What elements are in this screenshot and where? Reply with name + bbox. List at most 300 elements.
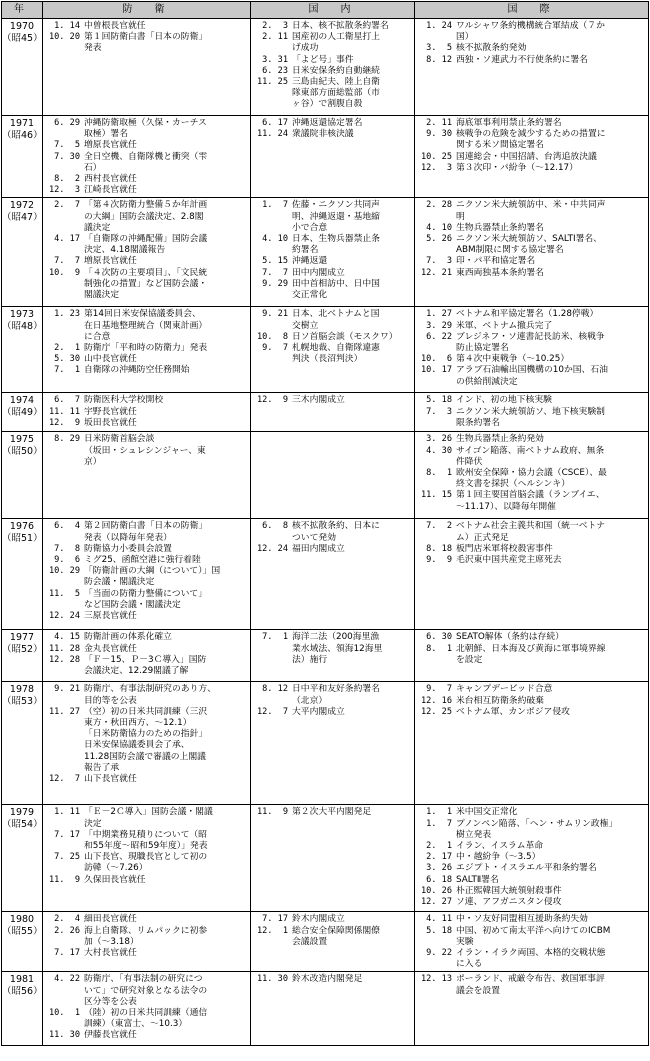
event-date: 4. 17 xyxy=(54,234,80,245)
event-date: 10. 1 xyxy=(48,1008,80,1019)
international-cell xyxy=(415,393,649,432)
event-text: ベトナム軍、カンボジア侵攻 xyxy=(456,706,570,717)
event-date: 10. 8 xyxy=(256,331,288,342)
event-text: 防衛協力小委員会設置 xyxy=(84,543,172,554)
event-date: 1. 7 xyxy=(262,200,288,211)
event-date: 12. 7 xyxy=(48,774,80,785)
event-entry xyxy=(251,974,412,985)
event-entry xyxy=(43,174,248,185)
event-entry xyxy=(43,1030,248,1041)
event-date: 12. 21 xyxy=(420,267,452,278)
event-date: 1. 11 xyxy=(54,807,80,818)
event-entry xyxy=(415,852,646,863)
year-cell xyxy=(2,432,43,519)
event-date: 7. 17 xyxy=(54,829,80,840)
event-date: 2. 28 xyxy=(426,200,452,211)
event-text: 防衛医科大学校開校 xyxy=(84,395,164,406)
event-text: 札幌地裁、自衛隊違憲 判決（長沼判決） xyxy=(292,343,380,365)
event-text: 第３次印・パ紛争（～12.17） xyxy=(456,162,578,173)
event-date: 2. 26 xyxy=(54,925,80,936)
event-text: ワルシャワ条約機構統合軍結成（７か 国） xyxy=(456,21,605,43)
event-entry xyxy=(43,434,248,468)
event-entry xyxy=(251,55,412,66)
event-entry xyxy=(43,774,248,785)
event-entry xyxy=(43,655,248,677)
event-entry xyxy=(43,555,248,566)
era-label: （昭47） xyxy=(2,212,43,224)
event-entry xyxy=(251,521,412,543)
event-date: 2. 7 xyxy=(54,200,80,211)
event-date: 6. 29 xyxy=(54,118,80,128)
year-cell xyxy=(2,307,43,393)
event-text: 増原長官就任 xyxy=(84,256,137,267)
event-text: 鈴木改造内閣発足 xyxy=(292,974,363,985)
defense-cell xyxy=(43,912,251,972)
event-entry xyxy=(415,632,646,643)
event-entry xyxy=(251,807,412,818)
year-cell xyxy=(2,682,43,805)
event-text: 日ソ首脳会談（モスクワ） xyxy=(292,331,398,342)
event-date: 4. 22 xyxy=(54,974,80,985)
event-entry xyxy=(415,43,646,54)
event-entry xyxy=(251,77,412,111)
event-text: 第４次中東戦争（～10.25） xyxy=(456,354,570,365)
event-text: 「４次防の主要項目」、「文民統 制強化の措置」など国防会議・ 閣議決定 xyxy=(84,267,208,301)
event-date: 4. 30 xyxy=(426,445,452,456)
event-entry xyxy=(415,841,646,852)
event-text: 海洋二法（200海里漁 業水域法、領海12海里 法）施行 xyxy=(292,632,383,665)
event-entry xyxy=(251,332,412,343)
event-entry xyxy=(415,521,646,543)
event-entry xyxy=(251,118,412,129)
year-row xyxy=(2,432,649,519)
event-entry xyxy=(43,852,248,874)
event-entry xyxy=(43,807,248,829)
event-entry xyxy=(415,544,646,555)
era-label: （昭46） xyxy=(2,130,43,141)
event-entry xyxy=(43,830,248,852)
event-entry xyxy=(415,490,646,512)
defense-cell xyxy=(43,307,251,393)
year-row xyxy=(2,198,649,307)
event-date: 4. 10 xyxy=(426,222,452,233)
event-text: 三原長官就任 xyxy=(84,611,137,622)
event-text: ニクソン米大統領訪ソ、地下核実験制 限条約署名 xyxy=(456,406,605,428)
event-date: 1. 24 xyxy=(426,21,452,31)
event-date: 6. 18 xyxy=(426,874,452,885)
era-label: （昭50） xyxy=(2,446,43,458)
event-entry xyxy=(43,152,248,174)
event-date: 7. 3 xyxy=(426,256,452,267)
event-entry xyxy=(251,914,412,925)
event-date: 2. 4 xyxy=(54,914,80,925)
event-entry xyxy=(43,365,248,376)
event-date: 7. 7 xyxy=(54,256,80,267)
event-date: 3. 26 xyxy=(426,863,452,874)
defense-cell xyxy=(43,682,251,805)
event-entry xyxy=(415,200,646,222)
event-text: 中曽根長官就任 xyxy=(84,21,146,31)
event-text: 「当面の防衛力整備について」 など国防会議・閣議決定 xyxy=(84,588,207,610)
year-cell xyxy=(2,912,43,972)
event-date: 11. 28 xyxy=(48,643,80,654)
domestic-cell xyxy=(251,519,415,630)
event-date: 9. 22 xyxy=(426,948,452,959)
event-text: 沖縄返還協定署名 xyxy=(292,118,363,128)
event-date: 12. 16 xyxy=(420,695,452,706)
header-international: 国 際 xyxy=(415,2,649,19)
event-date: 11. 25 xyxy=(256,77,288,88)
event-entry xyxy=(251,395,412,406)
defense-cell xyxy=(43,116,251,198)
event-date: 3. 31 xyxy=(262,54,288,65)
event-date: 6. 30 xyxy=(426,632,452,643)
event-date: 7. 17 xyxy=(262,914,288,925)
defense-cell xyxy=(43,19,251,116)
event-text: ブレジネフ・ソ連書記長訪米、核戦争 防止協定署名 xyxy=(456,331,605,354)
event-text: 毛沢東中国共産党主席死去 xyxy=(456,555,562,566)
event-date: 11. 27 xyxy=(48,706,80,717)
event-date: 5. 18 xyxy=(426,395,452,406)
event-text: 海底軍事利用禁止条約署名 xyxy=(456,118,562,128)
event-text: （空）初の日米共同訓練（三沢 東方・秋田西方、～12.1） 「日米防衛協力のための指針」 日米安保協議委員会了承、 11.28国防会議で審議の上閣議 報告了承 xyxy=(84,706,208,773)
event-entry xyxy=(415,914,646,925)
event-date: 7. 1 xyxy=(54,365,80,376)
event-entry xyxy=(43,185,248,196)
year-label: 1976 xyxy=(9,521,35,533)
event-entry xyxy=(415,434,646,445)
event-text: 「第４次防衛力整備５か年計画 の大綱」国防会議決定、2.8閣 議決定 xyxy=(84,200,208,233)
era-label: （昭52） xyxy=(2,644,43,656)
year-row xyxy=(2,393,649,432)
event-text: 朴正熙韓国大統領射殺事件 xyxy=(456,885,562,896)
year-label: 1980 xyxy=(9,914,35,926)
event-text: 第２回防衛白書「日本の防衛」 発表（以降毎年発表） xyxy=(84,521,208,543)
era-label: （昭53） xyxy=(2,696,43,708)
year-cell xyxy=(2,116,43,198)
event-date: 9. 30 xyxy=(426,129,452,140)
event-date: 2. 11 xyxy=(426,118,452,128)
era-label: （昭54） xyxy=(2,819,43,831)
event-entry xyxy=(43,544,248,555)
event-entry xyxy=(43,395,248,406)
event-date: 12. 28 xyxy=(48,654,80,665)
event-entry xyxy=(415,268,646,279)
event-date: 7. 30 xyxy=(54,151,80,162)
event-date: 4. 15 xyxy=(54,632,80,643)
event-text: 中・越紛争（～3.5） xyxy=(456,852,541,863)
event-entry xyxy=(415,129,646,151)
event-entry xyxy=(251,632,412,666)
event-text: 中・ソ友好同盟相互援助条約失効 xyxy=(456,914,588,925)
event-date: 7. 2 xyxy=(426,521,452,532)
event-date: 7. 8 xyxy=(54,543,80,554)
event-text: ポーランド、戒厳令布告、救国軍事評 議会を設置 xyxy=(456,974,605,996)
year-label: 1972 xyxy=(9,200,35,212)
event-entry xyxy=(415,21,646,43)
event-date: 5. 15 xyxy=(262,256,288,267)
event-date: 6. 4 xyxy=(54,521,80,532)
event-entry xyxy=(415,696,646,707)
event-entry xyxy=(415,446,646,468)
event-text: 「中期業務見積りについて（昭 和55年度～昭和59年度）」発表 xyxy=(84,829,208,852)
event-date: 9. 29 xyxy=(262,278,288,289)
event-text: 日中平和友好条約署名 （北京） xyxy=(292,684,380,706)
event-text: インド、初の地下核実験 xyxy=(456,395,552,406)
event-entry xyxy=(415,407,646,429)
event-text: アラブ石油輸出国機構の10か国、石油 の供給削減決定 xyxy=(456,365,608,387)
event-date: 6. 8 xyxy=(262,521,288,532)
year-label: 1979 xyxy=(9,807,35,819)
event-text: 大村長官就任 xyxy=(84,948,137,959)
event-date: 9. 7 xyxy=(262,343,288,354)
defense-cell xyxy=(43,393,251,432)
era-label: （昭49） xyxy=(2,407,43,419)
year-row xyxy=(2,307,649,393)
event-text: 西独・ソ連武力不行使条約に署名 xyxy=(456,54,588,65)
event-entry xyxy=(251,279,412,301)
event-text: 核不拡散条約、日本に ついて発効 xyxy=(292,521,380,543)
event-text: 宇野長官就任 xyxy=(84,406,137,417)
event-entry xyxy=(43,589,248,611)
domestic-cell xyxy=(251,307,415,393)
defense-cell xyxy=(43,630,251,682)
event-entry xyxy=(415,321,646,332)
event-entry xyxy=(251,309,412,331)
event-entry xyxy=(415,354,646,365)
event-entry xyxy=(415,897,646,908)
event-date: 2. 17 xyxy=(426,852,452,863)
event-date: 9. 7 xyxy=(426,684,452,695)
event-date: 2. 3 xyxy=(262,21,288,31)
event-text: 佐藤・ニクソン共同声 明、沖縄返還・基地縮 小で合意 xyxy=(292,200,380,233)
event-entry xyxy=(43,407,248,418)
event-entry xyxy=(43,234,248,256)
domestic-cell xyxy=(251,972,415,1046)
year-cell xyxy=(2,519,43,630)
event-entry xyxy=(43,21,248,32)
event-text: 田中内閣成立 xyxy=(292,267,345,278)
event-date: 1. 23 xyxy=(54,309,80,320)
event-text: 「自衛隊の沖縄配備」国防会議 決定、4.18閣議報告 xyxy=(84,234,208,256)
chronology-table xyxy=(1,1,649,1046)
event-date: 11. 11 xyxy=(48,406,80,417)
header-row xyxy=(2,2,649,19)
event-entry xyxy=(43,521,248,543)
event-text: 板門店米軍将校殺害事件 xyxy=(456,543,553,554)
year-cell xyxy=(2,972,43,1046)
event-text: 山中長官就任 xyxy=(84,354,137,365)
international-cell xyxy=(415,432,649,519)
era-label: （昭45） xyxy=(2,33,43,44)
event-entry xyxy=(251,343,412,365)
year-row xyxy=(2,519,649,630)
event-text: 第14回日米安保協議委員会、 在日基地整理統合（関東計画） に合意 xyxy=(84,309,208,342)
year-label: 1970 xyxy=(9,21,35,32)
event-text: 国産初の人工衛星打上 げ成功 xyxy=(292,32,380,54)
event-date: 12. 9 xyxy=(256,395,288,406)
event-entry xyxy=(43,1008,248,1030)
domestic-cell xyxy=(251,682,415,805)
year-cell xyxy=(2,393,43,432)
year-label: 1975 xyxy=(9,434,35,446)
year-cell xyxy=(2,19,43,116)
event-entry xyxy=(43,632,248,643)
event-text: ニクソン米大統領訪ソ、SALTⅠ署名、 ABM制限に関する協定署名 xyxy=(456,234,602,256)
event-date: 3. 29 xyxy=(426,320,452,331)
event-date: 7. 1 xyxy=(262,632,288,643)
event-date: 10. 25 xyxy=(420,151,452,162)
event-text: 核戦争の危険を減少するための措置に 関する米ソ間協定署名 xyxy=(456,129,606,151)
event-date: 6. 22 xyxy=(426,331,452,342)
event-entry xyxy=(415,163,646,174)
event-date: 9. 21 xyxy=(262,309,288,320)
event-date: 9. 6 xyxy=(54,555,80,566)
domestic-cell xyxy=(251,116,415,198)
event-text: 山下長官、現職長官として初の 訪韓（～7.26） xyxy=(84,852,208,874)
event-text: ソ連、アフガニスタン侵攻 xyxy=(456,897,562,908)
event-text: 三島由紀夫、陸上自衛 隊東部方面総監部（市 ヶ谷）で割腹自殺 xyxy=(292,77,380,110)
event-entry xyxy=(415,948,646,970)
event-date: 2. 1 xyxy=(54,343,80,354)
event-text: 日米安保条約自動継続 xyxy=(292,65,380,76)
event-text: （陸）初の日米共同訓練（通信 訓練）（東富士、～10.3） xyxy=(84,1008,208,1030)
domestic-cell xyxy=(251,805,415,912)
event-entry xyxy=(251,200,412,234)
defense-cell xyxy=(43,972,251,1046)
event-text: 中国、初めて南太平洋へ向けてのICBM 実験 xyxy=(456,925,611,947)
event-entry xyxy=(251,129,412,140)
event-date: 8. 2 xyxy=(54,174,80,185)
year-label: 1973 xyxy=(9,309,35,321)
event-text: 大平内閣成立 xyxy=(292,706,345,717)
event-entry xyxy=(251,32,412,54)
event-entry xyxy=(43,309,248,343)
event-text: 伊藤長官就任 xyxy=(84,1030,137,1041)
event-date: 11. 9 xyxy=(48,874,80,885)
domestic-cell xyxy=(251,19,415,116)
event-text: 核不拡散条約発効 xyxy=(456,43,527,54)
event-date: 12. 24 xyxy=(48,611,80,622)
year-cell xyxy=(2,198,43,307)
event-date: 4. 11 xyxy=(426,914,452,925)
event-entry xyxy=(43,707,248,774)
year-row xyxy=(2,116,649,198)
event-entry xyxy=(415,684,646,695)
event-text: 東西両独基本条約署名 xyxy=(456,267,544,278)
event-entry xyxy=(415,875,646,886)
era-label: （昭48） xyxy=(2,321,43,333)
event-entry xyxy=(415,256,646,267)
event-entry xyxy=(251,21,412,32)
event-text: エジプト・イスラエル平和条約署名 xyxy=(456,863,597,874)
event-date: 10. 17 xyxy=(420,365,452,376)
event-entry xyxy=(415,819,646,841)
year-row xyxy=(2,805,649,912)
event-text: 自衛隊の沖縄防空任務開始 xyxy=(84,365,190,376)
event-date: 7. 3 xyxy=(426,406,452,417)
year-cell xyxy=(2,630,43,682)
event-date: 2. 11 xyxy=(262,32,288,43)
event-date: 7. 5 xyxy=(54,140,80,151)
event-date: 5. 30 xyxy=(54,354,80,365)
event-entry xyxy=(43,914,248,925)
event-entry xyxy=(43,948,248,959)
event-date: 11. 5 xyxy=(48,588,80,599)
event-date: 12. 24 xyxy=(256,543,288,554)
domestic-cell xyxy=(251,432,415,519)
event-text: ベトナム和平協定署名（1.28停戦） xyxy=(456,309,599,320)
event-text: 田中首相訪中、日中国 交正常化 xyxy=(292,278,380,301)
event-entry xyxy=(43,644,248,655)
international-cell xyxy=(415,198,649,307)
event-text: 沖縄返還 xyxy=(292,256,328,267)
event-text: プノンペン陥落、「ヘン・サムリン政権」 樹立発表 xyxy=(456,818,618,840)
defense-cell xyxy=(43,198,251,307)
event-text: イラン・イラク両国、本格的交戦状態 に入る xyxy=(456,948,606,970)
international-cell xyxy=(415,116,649,198)
event-text: 日本、北ベトナムと国 交樹立 xyxy=(292,309,380,331)
event-text: 防衛庁、有事法制研究のあり方、 目的等を公表 xyxy=(84,684,216,706)
event-text: 米中国交正常化 xyxy=(456,807,518,818)
event-date: 7. 7 xyxy=(262,267,288,278)
event-date: 3. 26 xyxy=(426,434,452,445)
event-text: 沖縄防衛取極（久保・カーチス 取極）署名 xyxy=(84,118,207,140)
year-row xyxy=(2,972,649,1046)
event-text: 三木内閣成立 xyxy=(292,395,345,406)
event-entry xyxy=(415,234,646,256)
event-text: 「よど号」事件 xyxy=(292,54,354,65)
international-cell xyxy=(415,519,649,630)
event-text: 米軍、ベトナム撤兵完了 xyxy=(456,320,553,331)
event-date: 9. 9 xyxy=(426,555,452,566)
event-date: 11. 9 xyxy=(256,807,288,818)
event-entry xyxy=(415,926,646,948)
event-entry xyxy=(43,566,248,588)
event-entry xyxy=(43,268,248,302)
event-text: 生物兵器禁止条約発効 xyxy=(456,434,544,445)
event-date: 12. 7 xyxy=(256,706,288,717)
event-date: 8. 1 xyxy=(426,468,452,479)
event-text: キャンプデービッド合意 xyxy=(456,684,553,695)
event-entry xyxy=(43,354,248,365)
chronology-body xyxy=(2,19,649,1046)
event-text: 西村長官就任 xyxy=(84,174,137,185)
event-date: 10. 9 xyxy=(48,267,80,278)
year-row xyxy=(2,19,649,116)
event-text: 鈴木内閣成立 xyxy=(292,914,345,925)
event-entry xyxy=(415,118,646,129)
event-date: 10. 29 xyxy=(48,566,80,577)
event-date: 5. 18 xyxy=(426,925,452,936)
event-date: 1. 27 xyxy=(426,309,452,320)
event-entry xyxy=(43,611,248,622)
event-text: 防衛庁「平和時の防衛力」発表 xyxy=(84,343,208,354)
year-row xyxy=(2,682,649,805)
event-entry xyxy=(43,256,248,267)
event-entry xyxy=(415,886,646,897)
event-entry xyxy=(251,544,412,555)
event-date: 12. 3 xyxy=(48,185,80,196)
event-date: 3. 5 xyxy=(426,43,452,54)
event-date: 10. 6 xyxy=(420,354,452,365)
event-text: 北朝鮮、日本海及び黄海に軍事境界線 を設定 xyxy=(456,643,606,665)
event-entry xyxy=(415,707,646,718)
international-cell xyxy=(415,19,649,116)
era-label: （昭56） xyxy=(2,986,43,998)
event-date: 11. 30 xyxy=(48,1030,80,1041)
international-cell xyxy=(415,630,649,682)
